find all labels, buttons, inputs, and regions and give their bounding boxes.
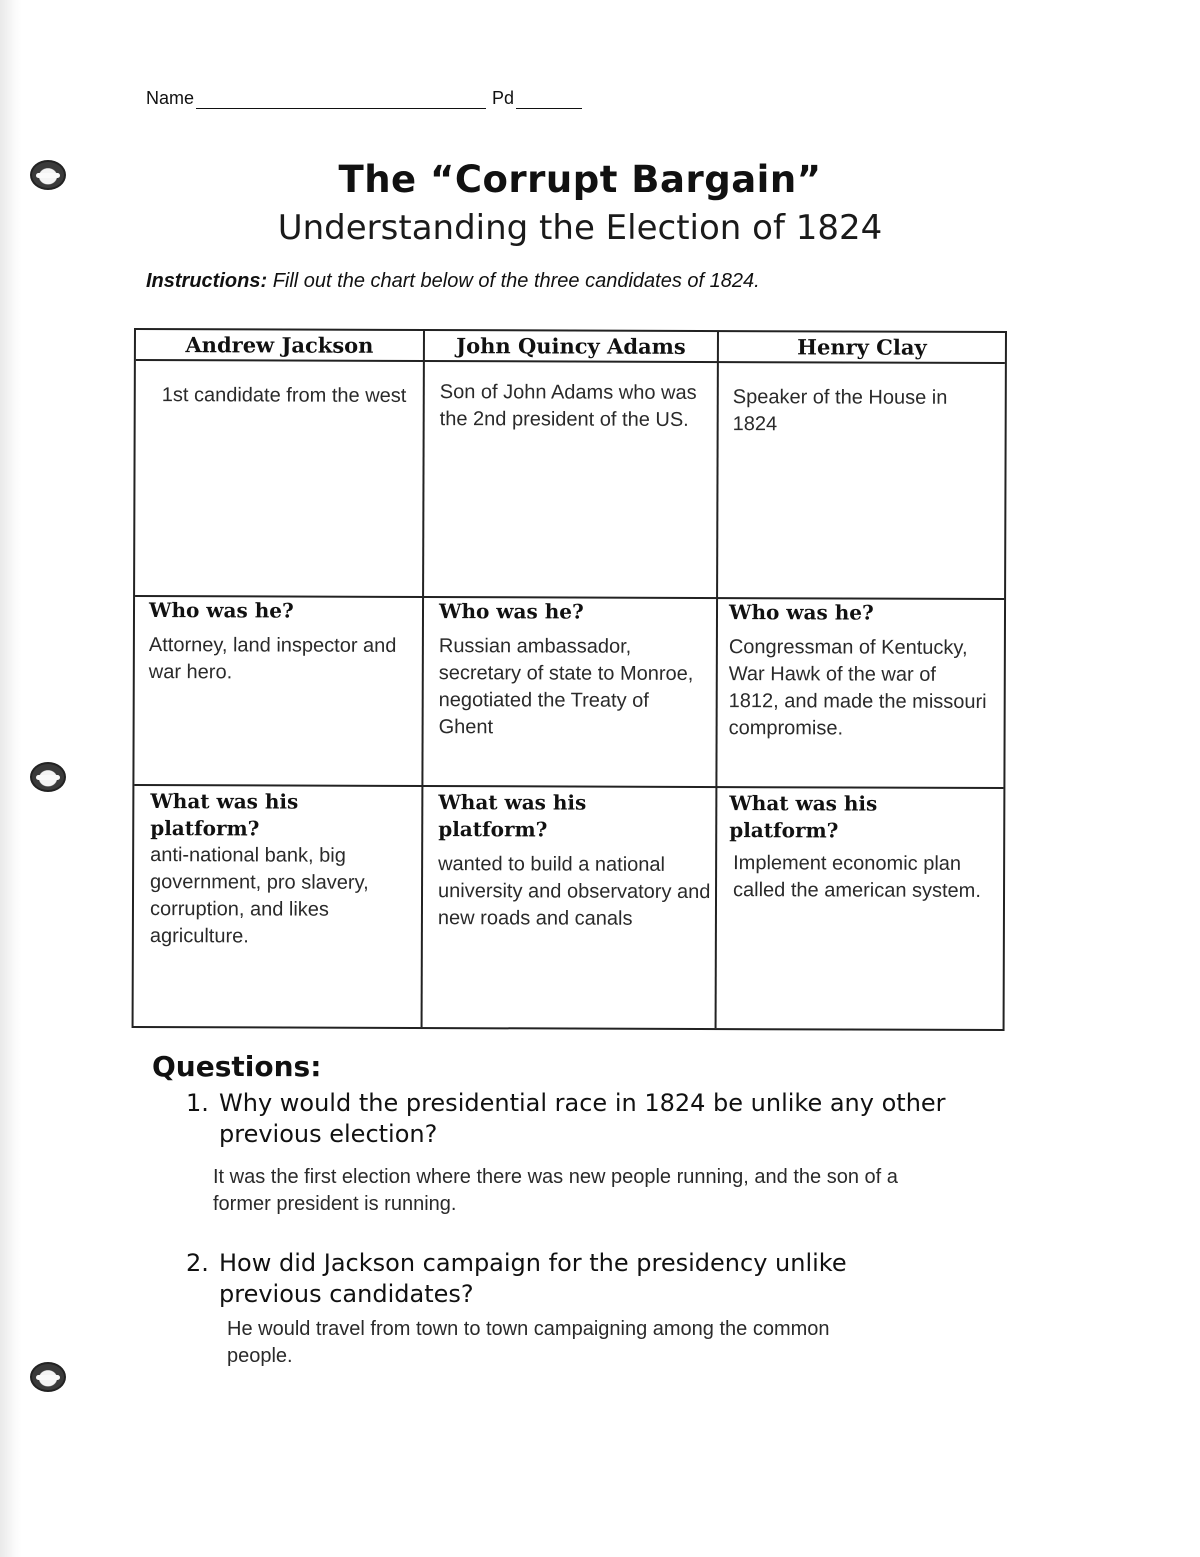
platform-jackson-label: What was his platform? xyxy=(150,789,299,841)
platform-clay xyxy=(729,790,991,905)
period-label: Pd xyxy=(492,88,515,108)
name-label: Name xyxy=(146,88,195,108)
intro-clay-text: Speaker of the House in 1824 xyxy=(732,386,948,436)
platform-clay-label: What was his platform? xyxy=(729,791,878,843)
binder-hole-icon xyxy=(30,762,66,792)
question-1-number: 1. xyxy=(186,1089,209,1117)
platform-clay-answer: Implement economic plan called the american system. xyxy=(733,852,981,902)
intro-clay xyxy=(733,384,983,439)
instructions xyxy=(146,270,760,293)
name-blank[interactable] xyxy=(196,108,486,109)
page-subtitle: Understanding the Election of 1824 xyxy=(277,208,883,248)
platform-jackson-answer: anti-national bank, big government, pro slavery, corruption, and likes agriculture. xyxy=(149,844,369,948)
platform-adams-label: What was his platform? xyxy=(438,790,587,842)
question-1 xyxy=(186,1088,1029,1150)
who-jackson-label: Who was he? xyxy=(148,598,294,623)
who-clay-answer: Congressman of Kentucky, War Hawk of the war of 1812, and made the missouri compromise. xyxy=(728,636,987,740)
question-2-answer: He would travel from town to town campaigning among the common people. xyxy=(227,1318,830,1367)
question-1-text: Why would the presidential race in 1824 be unlike any other previous election? xyxy=(219,1089,946,1148)
question-2-text: How did Jackson campaign for the presidency unlike previous candidates? xyxy=(219,1249,847,1308)
who-adams xyxy=(439,598,701,742)
questions-heading: Questions: xyxy=(152,1050,322,1083)
platform-jackson xyxy=(150,788,416,951)
intro-adams xyxy=(440,379,712,434)
binder-hole-icon xyxy=(30,1362,66,1392)
column-divider xyxy=(421,331,425,1027)
who-adams-label: Who was he? xyxy=(438,599,584,624)
instructions-text: Fill out the chart below of the three candidates of 1824. xyxy=(272,270,760,292)
header-jackson: Andrew Jackson xyxy=(185,332,374,358)
platform-adams-answer: wanted to build a national university and observatory and new roads and canals xyxy=(437,853,711,930)
platform-adams xyxy=(438,789,714,933)
who-adams-answer: Russian ambassador, secretary of state to Monroe, negotiated the Treaty of Ghent xyxy=(438,635,694,739)
period-blank[interactable] xyxy=(516,108,582,109)
question-2 xyxy=(186,1248,939,1310)
who-clay xyxy=(729,599,991,743)
header-adams: John Quincy Adams xyxy=(456,333,686,359)
page-title: The “Corrupt Bargain” xyxy=(338,158,822,201)
name-period-line xyxy=(146,88,588,109)
who-jackson xyxy=(149,597,414,687)
intro-jackson-text: 1st candidate from the west xyxy=(161,384,407,407)
instructions-label: Instructions: xyxy=(146,270,268,292)
question-1-answer: It was the first election where there was new people running, and the son of a former president is running. xyxy=(213,1166,898,1215)
intro-jackson xyxy=(162,382,412,410)
header-clay: Henry Clay xyxy=(797,334,927,360)
candidate-chart xyxy=(132,328,1007,1031)
column-divider xyxy=(715,332,719,1028)
question-2-number: 2. xyxy=(186,1249,209,1277)
who-jackson-answer: Attorney, land inspector and war hero. xyxy=(148,634,397,684)
intro-adams-text: Son of John Adams who was the 2nd president of the US. xyxy=(439,381,697,431)
who-clay-label: Who was he? xyxy=(728,600,874,625)
